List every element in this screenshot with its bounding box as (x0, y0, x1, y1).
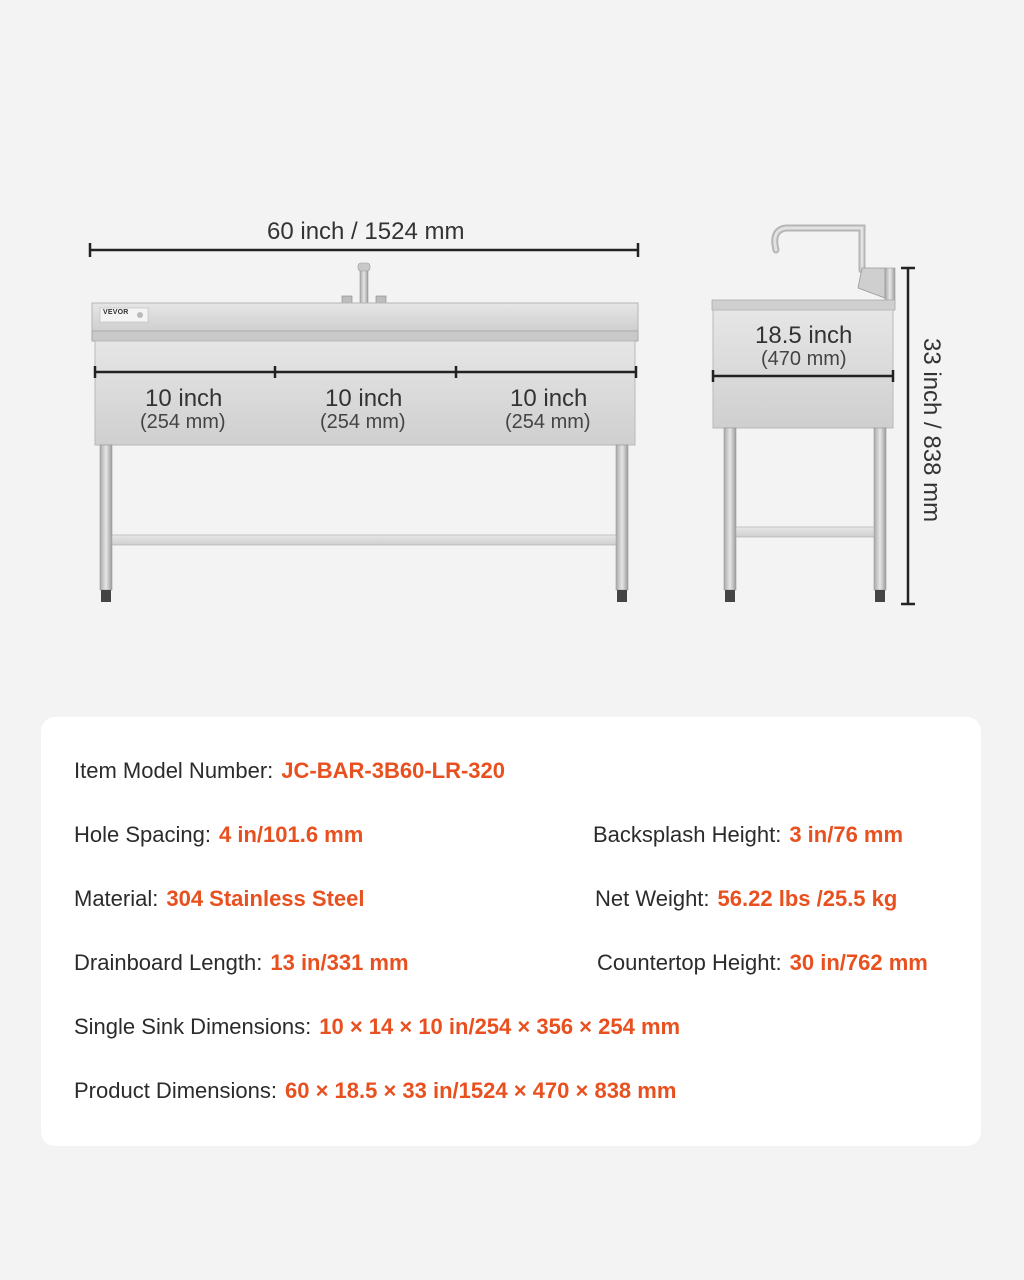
spec-label: Product Dimensions: (74, 1078, 277, 1103)
height-label: 33 inch / 838 mm (918, 338, 945, 523)
brand-logo: VEVOR (103, 309, 129, 316)
spec-label: Backsplash Height: (593, 822, 782, 847)
spec-value: 4 in/101.6 mm (218, 822, 364, 847)
depth-inch-label: 18.5 inch (755, 322, 853, 349)
spec-net-weight (595, 886, 897, 912)
spec-value: 3 in/76 mm (789, 822, 904, 847)
spec-label: Countertop Height: (597, 950, 782, 975)
spec-label: Single Sink Dimensions: (74, 1014, 312, 1039)
spec-value: JC-BAR-3B60-LR-320 (281, 758, 506, 783)
compartment-2-mm: (254 mm) (320, 411, 406, 433)
spec-material (74, 886, 364, 912)
spec-product-dimensions (74, 1078, 676, 1104)
spec-value: 304 Stainless Steel (166, 886, 365, 911)
spec-label: Material: (74, 886, 159, 911)
compartment-3-inch: 10 inch (510, 385, 588, 412)
spec-label: Item Model Number: (74, 758, 274, 783)
spec-hole-spacing (74, 822, 363, 848)
spec-model-number (74, 758, 505, 784)
spec-countertop-height (597, 950, 928, 976)
spec-value: 60 × 18.5 × 33 in/1524 × 470 × 838 mm (284, 1078, 677, 1103)
spec-value: 56.22 lbs /25.5 kg (717, 886, 898, 911)
compartment-1-inch: 10 inch (145, 385, 223, 412)
specifications-card (41, 717, 981, 1146)
spec-value: 30 in/762 mm (789, 950, 928, 975)
spec-value: 10 × 14 × 10 in/254 × 356 × 254 mm (319, 1014, 681, 1039)
depth-mm-label: (470 mm) (761, 348, 847, 370)
side-view-sink (712, 228, 915, 604)
compartment-3-mm: (254 mm) (505, 411, 591, 433)
spec-single-sink-dimensions (74, 1014, 680, 1040)
spec-label: Drainboard Length: (74, 950, 263, 975)
width-label: 60 inch / 1524 mm (267, 218, 465, 245)
spec-label: Hole Spacing: (74, 822, 211, 847)
compartment-1-mm: (254 mm) (140, 411, 226, 433)
spec-label: Net Weight: (595, 886, 710, 911)
spec-backsplash-height (593, 822, 903, 848)
spec-value: 13 in/331 mm (270, 950, 409, 975)
compartment-2-inch: 10 inch (325, 385, 403, 412)
spec-drainboard-length (74, 950, 409, 976)
